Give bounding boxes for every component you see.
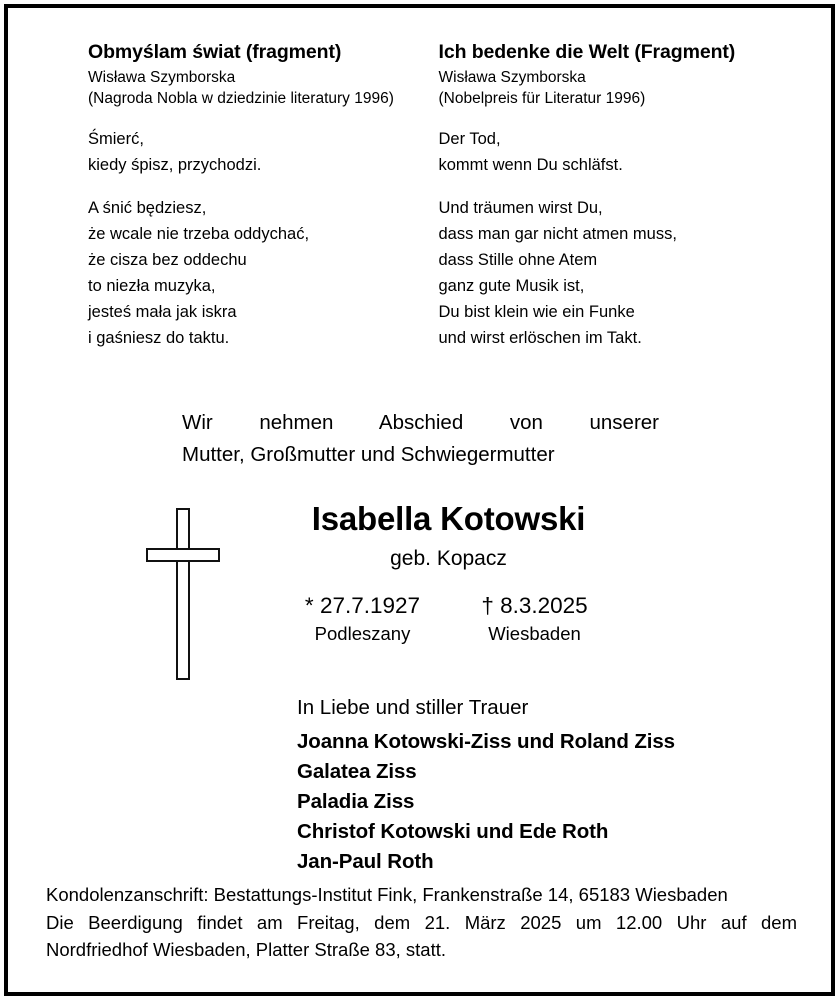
poem-verse: to niezła muzyka, [88, 277, 216, 296]
poem-column-german [420, 40, 810, 351]
birth-date-line [304, 592, 422, 619]
poem-title-polish: Obmyślam świat (fragment) [88, 41, 342, 63]
mourners-intro: In Liebe und stiller Trauer [297, 696, 529, 720]
poem-title-german: Ich bedenke die Welt (Fragment) [438, 41, 736, 63]
poem-verse: kommt wenn Du schläfst. [438, 155, 623, 174]
death-symbol: † [481, 593, 494, 619]
mourner-name: Jan-Paul Roth [297, 849, 434, 873]
poem-verse: dass Stille ohne Atem [438, 251, 598, 270]
poem-stanza-german-2 [439, 195, 810, 351]
poem-verse: że wcale nie trzeba oddychać, [88, 225, 310, 244]
poem-verse: Der Tod, [438, 129, 501, 148]
mourner-name: Paladia Ziss [297, 789, 415, 813]
poem-verse: und wirst erlöschen im Takt. [438, 329, 642, 348]
birth-symbol: * [304, 593, 314, 619]
farewell-line-1: Wir nehmen Abschied von unserer [182, 411, 659, 435]
birth-info [304, 592, 422, 647]
poem-section [30, 8, 809, 351]
dates-row [174, 592, 723, 647]
poem-column-polish [30, 40, 420, 351]
poem-stanza-polish-1 [88, 126, 420, 178]
farewell-text [30, 407, 809, 469]
mourner-name: Christof Kotowski und Ede Roth [297, 819, 609, 843]
deceased-name: Isabella Kotowski [311, 499, 586, 537]
poem-verse: dass man gar nicht atmen muss, [438, 225, 677, 244]
obituary-frame [4, 4, 835, 996]
mourner-name: Joanna Kotowski-Ziss und Roland Ziss [297, 729, 675, 753]
poem-verse: Und träumen wirst Du, [438, 199, 603, 218]
poem-verse: i gaśniesz do taktu. [88, 329, 230, 348]
poem-verse: jesteś mała jak iskra [88, 303, 237, 322]
mourners-section [30, 694, 809, 876]
poem-stanza-german-1 [439, 126, 810, 178]
mourner-name: Galatea Ziss [297, 759, 417, 783]
poem-author-polish: Wisława Szymborska [88, 68, 236, 86]
poem-verse: Śmierć, [88, 129, 144, 148]
death-info [476, 592, 594, 647]
death-date: 8.3.2025 [500, 593, 588, 619]
birth-place: Podleszany [314, 622, 411, 644]
footer-section [8, 881, 831, 964]
funeral-details [46, 909, 797, 965]
maiden-name: geb. Kopacz [390, 546, 507, 570]
poem-verse: ganz gute Musik ist, [438, 277, 585, 296]
birth-date: 27.7.1927 [319, 593, 421, 619]
poem-prize-german: (Nobelpreis für Literatur 1996) [438, 89, 646, 107]
poem-prize-polish: (Nagroda Nobla w dziedzinie literatury 1996) [88, 89, 394, 107]
cross-vertical-bar [176, 508, 190, 680]
funeral-details-line-2: Nordfriedhof Wiesbaden, Platter Straße 83, statt. [46, 939, 446, 961]
poem-author-german: Wisława Szymborska [438, 68, 586, 86]
death-place: Wiesbaden [488, 622, 581, 644]
latin-cross-icon [140, 508, 226, 680]
deceased-section [30, 500, 809, 647]
death-date-line [476, 592, 594, 619]
poem-verse: kiedy śpisz, przychodzi. [88, 155, 262, 174]
farewell-line-2: Mutter, Großmutter und Schwiegermutter [182, 442, 555, 466]
condolence-address: Kondolenzanschrift: Bestattungs-Institut Fink, Frankenstraße 14, 65183 Wiesbaden [46, 883, 728, 905]
poem-verse: Du bist klein wie ein Funke [438, 303, 635, 322]
poem-verse: że cisza bez oddechu [88, 251, 247, 270]
poem-stanza-polish-2 [88, 195, 420, 351]
funeral-details-line-1: Die Beerdigung findet am Freitag, dem 21. März 2025 um 12.00 Uhr auf dem [46, 911, 797, 933]
cross-horizontal-bar [146, 548, 220, 562]
poem-verse: A śnić będziesz, [88, 199, 207, 218]
